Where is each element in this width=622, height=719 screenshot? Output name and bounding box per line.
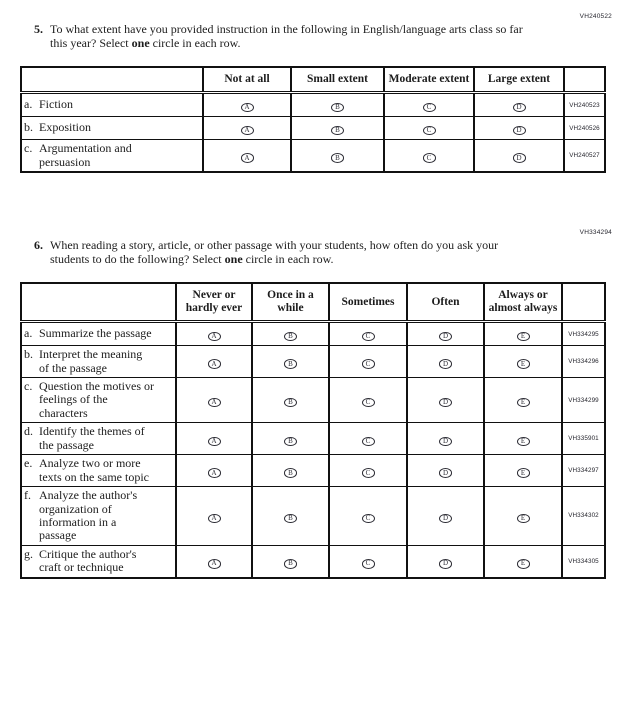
column-header: Not at all xyxy=(203,67,291,92)
row-letter: e. xyxy=(24,456,33,471)
code-column-header xyxy=(564,67,605,92)
answer-circle[interactable]: A xyxy=(208,332,221,342)
table-row xyxy=(21,346,605,378)
row-code: VH335901 xyxy=(562,423,605,455)
row-letter: b. xyxy=(24,347,33,362)
answer-cell xyxy=(329,346,407,378)
answer-cell xyxy=(176,378,252,423)
row-letter: c. xyxy=(24,379,33,393)
row-label-cell xyxy=(21,117,203,140)
table-row xyxy=(21,545,605,577)
row-label-cell xyxy=(21,378,176,423)
answer-circle[interactable]: A xyxy=(241,126,254,136)
answer-cell xyxy=(252,378,329,423)
question-number: 5. xyxy=(34,22,43,36)
answer-circle[interactable]: C xyxy=(423,153,436,163)
row-label: Identify the themes of the passage xyxy=(39,424,145,452)
answer-cell xyxy=(384,93,474,117)
answer-cell xyxy=(176,455,252,487)
question-text xyxy=(50,22,540,50)
answer-circle[interactable]: E xyxy=(517,359,530,369)
answer-circle[interactable]: A xyxy=(241,153,254,163)
row-label: Summarize the passage xyxy=(39,326,152,341)
answer-cell xyxy=(329,487,407,546)
answer-cell xyxy=(484,322,562,346)
answer-cell xyxy=(484,487,562,546)
answer-cell xyxy=(407,378,484,423)
row-code: VH334297 xyxy=(562,455,605,487)
prompt-tail: circle in each row. xyxy=(245,252,334,267)
answer-cell xyxy=(484,423,562,455)
answer-circle[interactable]: C xyxy=(362,332,375,342)
row-letter: a. xyxy=(24,326,33,341)
row-label: Analyze two or more texts on the same topic xyxy=(39,456,149,484)
answer-circle[interactable]: C xyxy=(362,468,375,478)
answer-circle[interactable]: D xyxy=(439,437,452,447)
answer-circle[interactable]: C xyxy=(423,126,436,136)
answer-circle[interactable]: B xyxy=(284,332,297,342)
answer-circle[interactable]: D xyxy=(439,468,452,478)
row-code: VH334305 xyxy=(562,545,605,577)
row-label: Critique the author's craft or technique xyxy=(39,546,137,575)
answer-circle[interactable]: A xyxy=(208,559,221,569)
table-row xyxy=(21,423,605,455)
answer-circle[interactable]: B xyxy=(284,398,297,408)
answer-cell xyxy=(329,545,407,577)
answer-cell xyxy=(484,455,562,487)
table-row xyxy=(21,140,605,172)
row-code: VH240527 xyxy=(564,140,605,172)
row-label-cell xyxy=(21,455,176,487)
column-header: Large extent xyxy=(474,67,564,92)
question-5-block xyxy=(0,13,622,173)
row-code: VH240523 xyxy=(564,93,605,117)
answer-circle[interactable]: C xyxy=(362,559,375,569)
answer-cell xyxy=(474,93,564,117)
answer-circle[interactable]: B xyxy=(284,359,297,369)
column-header: Small extent xyxy=(291,67,384,92)
row-letter: c. xyxy=(24,141,33,156)
answer-cell xyxy=(252,487,329,546)
prompt-tail: circle in each row. xyxy=(152,36,241,51)
header-row xyxy=(21,283,605,321)
answer-circle[interactable]: D xyxy=(439,514,452,524)
answer-circle[interactable]: C xyxy=(362,514,375,524)
answer-circle[interactable]: C xyxy=(362,437,375,447)
answer-circle[interactable]: D xyxy=(439,359,452,369)
column-header: Once in a while xyxy=(252,283,329,321)
answer-cell xyxy=(407,455,484,487)
row-label: Fiction xyxy=(39,97,74,112)
answer-circle[interactable]: A xyxy=(208,468,221,478)
answer-cell xyxy=(176,346,252,378)
answer-circle[interactable]: B xyxy=(331,103,344,113)
answer-circle[interactable]: E xyxy=(517,514,530,524)
answer-circle[interactable]: D xyxy=(439,559,452,569)
question-5-code: VH240522 xyxy=(579,13,612,20)
question-6-table xyxy=(20,282,606,578)
answer-cell xyxy=(176,423,252,455)
answer-cell xyxy=(252,322,329,346)
row-code: VH334295 xyxy=(562,322,605,346)
answer-cell xyxy=(252,545,329,577)
answer-cell xyxy=(407,423,484,455)
answer-cell xyxy=(203,117,291,140)
question-6-prompt xyxy=(34,238,622,266)
answer-circle[interactable]: D xyxy=(439,398,452,408)
answer-cell xyxy=(291,140,384,172)
row-code: VH334299 xyxy=(562,378,605,423)
table-row xyxy=(21,322,605,346)
row-label: Argumentation and persuasion xyxy=(39,141,132,169)
answer-cell xyxy=(407,346,484,378)
row-label-cell xyxy=(21,487,176,546)
row-label: Question the motives or feelings of the characters xyxy=(39,379,154,420)
answer-circle[interactable]: A xyxy=(241,103,254,113)
row-code: VH334296 xyxy=(562,346,605,378)
answer-circle[interactable]: D xyxy=(439,332,452,342)
answer-circle[interactable]: A xyxy=(208,514,221,524)
answer-cell xyxy=(407,545,484,577)
answer-cell xyxy=(252,346,329,378)
answer-circle[interactable]: B xyxy=(284,468,297,478)
answer-circle[interactable]: B xyxy=(331,153,344,163)
row-letter: a. xyxy=(24,97,33,112)
answer-cell xyxy=(384,140,474,172)
answer-cell xyxy=(176,545,252,577)
code-column-header xyxy=(562,283,605,321)
row-code: VH334302 xyxy=(562,487,605,546)
question-number: 6. xyxy=(34,238,43,253)
answer-cell xyxy=(252,455,329,487)
question-5-table xyxy=(20,66,606,173)
question-5-prompt xyxy=(34,22,622,50)
answer-circle[interactable]: B xyxy=(284,514,297,524)
answer-cell xyxy=(329,455,407,487)
answer-cell xyxy=(252,423,329,455)
column-header: Always or almost always xyxy=(484,283,562,321)
answer-circle[interactable]: E xyxy=(517,437,530,447)
answer-cell xyxy=(484,545,562,577)
question-6-block xyxy=(0,229,622,579)
row-label: Interpret the meaning of the passage xyxy=(39,347,143,375)
answer-circle[interactable]: A xyxy=(208,398,221,408)
row-label: Exposition xyxy=(39,120,92,135)
table-row xyxy=(21,378,605,423)
stub-header xyxy=(21,67,203,92)
answer-circle[interactable]: C xyxy=(362,398,375,408)
row-letter: g. xyxy=(24,546,33,561)
header-row xyxy=(21,67,605,92)
answer-cell xyxy=(484,346,562,378)
answer-circle[interactable]: A xyxy=(208,437,221,447)
prompt-bold-word: one xyxy=(224,252,243,267)
row-label-cell xyxy=(21,322,176,346)
answer-cell xyxy=(474,117,564,140)
answer-cell xyxy=(291,93,384,117)
table-row xyxy=(21,455,605,487)
row-label-cell xyxy=(21,346,176,378)
answer-cell xyxy=(329,322,407,346)
answer-circle[interactable]: E xyxy=(517,398,530,408)
column-header: Often xyxy=(407,283,484,321)
answer-circle[interactable]: E xyxy=(517,332,530,342)
row-label-cell xyxy=(21,545,176,577)
column-header: Never or hardly ever xyxy=(176,283,252,321)
row-letter: f. xyxy=(24,488,31,503)
row-label-cell xyxy=(21,423,176,455)
row-code: VH240526 xyxy=(564,117,605,140)
answer-cell xyxy=(474,140,564,172)
answer-cell xyxy=(384,117,474,140)
answer-cell xyxy=(329,423,407,455)
answer-circle[interactable]: C xyxy=(362,359,375,369)
prompt-main: When reading a story, article, or other passage with your students, how often do you ask your students to do the following? Select xyxy=(50,238,499,267)
questionnaire-page xyxy=(0,13,622,719)
row-label-cell xyxy=(21,140,203,172)
answer-circle[interactable]: D xyxy=(513,153,526,163)
table-row xyxy=(21,93,605,117)
answer-cell xyxy=(291,117,384,140)
stub-header xyxy=(21,283,176,321)
answer-circle[interactable]: B xyxy=(284,437,297,447)
answer-cell xyxy=(329,378,407,423)
answer-circle[interactable]: A xyxy=(208,359,221,369)
prompt-bold-word: one xyxy=(131,36,150,51)
question-text xyxy=(50,238,540,266)
answer-circle[interactable]: D xyxy=(513,103,526,113)
answer-cell xyxy=(203,93,291,117)
answer-cell xyxy=(203,140,291,172)
answer-circle[interactable]: E xyxy=(517,559,530,569)
answer-cell xyxy=(407,322,484,346)
column-header: Sometimes xyxy=(329,283,407,321)
table-row xyxy=(21,487,605,546)
row-letter: d. xyxy=(24,424,33,439)
answer-cell xyxy=(176,322,252,346)
prompt-main: To what extent have you provided instruction in the following in English/language arts class so far this year? Select xyxy=(50,22,523,51)
row-letter: b. xyxy=(24,120,33,135)
answer-cell xyxy=(484,378,562,423)
answer-circle[interactable]: E xyxy=(517,468,530,478)
answer-cell xyxy=(176,487,252,546)
answer-circle[interactable]: B xyxy=(284,559,297,569)
column-header: Moderate extent xyxy=(384,67,474,92)
answer-circle[interactable]: D xyxy=(513,126,526,136)
answer-cell xyxy=(407,487,484,546)
question-6-code: VH334294 xyxy=(579,229,612,237)
answer-circle[interactable]: C xyxy=(423,103,436,113)
row-label-cell xyxy=(21,93,203,117)
row-label: Analyze the author's organization of information in a passage xyxy=(39,488,138,543)
table-row xyxy=(21,117,605,140)
answer-circle[interactable]: B xyxy=(331,126,344,136)
